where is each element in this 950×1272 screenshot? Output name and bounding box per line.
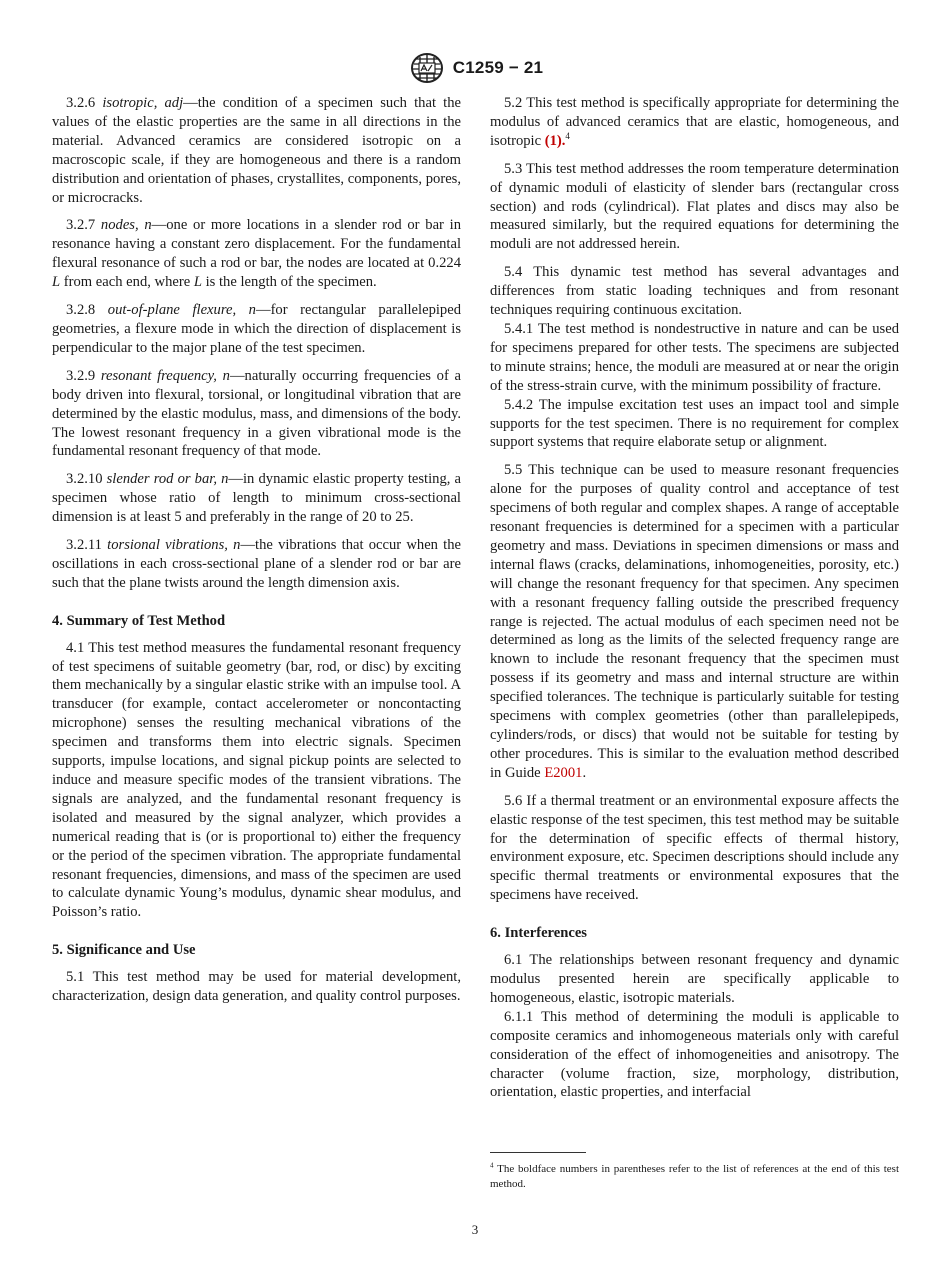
defined-term: nodes, n xyxy=(100,217,152,234)
page-header xyxy=(0,52,950,84)
footnote-marker: 4 xyxy=(565,130,570,141)
section-heading-4: 4. Summary of Test Method xyxy=(52,612,226,629)
paragraph-6-1: 6.1 The relationships between resonant frequency and dynamic modulus presented herein are specifically applicable to homogeneous, elastic, isotropic materials. xyxy=(490,952,899,1006)
paragraph-5-2 xyxy=(490,94,899,151)
paragraph-text: 5.2 This test method is specifically appropriate for determining the modulus of advanced ceramics that are elastic, homogeneous, and isotropic xyxy=(490,95,899,149)
guide-e2001-link[interactable]: E2001 xyxy=(544,764,583,781)
standard-designation: C1259 − 21 xyxy=(452,58,544,77)
footnote-text: The boldface numbers in parentheses refer to the list of references at the end of this test method. xyxy=(490,1163,899,1190)
footnote-divider xyxy=(490,1152,586,1153)
paragraph-5-4-2: 5.4.2 The impulse excitation test uses an impact tool and simple supports for the test specimen. There is no requirement for complex support systems that require elaborate setup or alignment. xyxy=(490,396,899,451)
definition-text: —the vibrations that occur when the oscillations in each cross-sectional plane of a slender rod or bar are such that the plane twists around the length dimension axis. xyxy=(52,537,462,591)
clause-number: 3.2.10 xyxy=(66,471,103,488)
paragraph-text: . xyxy=(582,764,587,781)
paragraph-3-2-6 xyxy=(52,94,461,207)
footnote-number: 4 xyxy=(490,1161,494,1170)
paragraph-5-6: 5.6 If a thermal treatment or an environmental exposure affects the elastic response of the test specimen, this test method may be suitable for the determination of specific effects of thermal history, environment exposure, etc. Specimen descriptions should include any specific thermal treatments or environmental exposures that the specimens have received. xyxy=(490,792,899,904)
left-column xyxy=(52,94,461,1006)
defined-term: resonant frequency, n xyxy=(100,367,230,384)
reference-paren: ( xyxy=(544,132,550,149)
definition-text: —the condition of a specimen such that the values of the elastic properties are the same in all directions in the material. Advanced ceramics are considered isotropic on a macroscopic scale, if they are homogeneous and there is a random distribution and orientation of phases, crystallites, components, pores, or microcracks. xyxy=(52,95,462,206)
reference-paren: ). xyxy=(556,132,566,149)
definition-text: is the length of the specimen. xyxy=(201,274,377,291)
definition-text: —for rectangular parallelepiped geometries, a flexure mode in which the direction of displacement is perpendicular to the major plane of the test specimen. xyxy=(52,302,461,356)
clause-number: 3.2.9 xyxy=(66,367,96,384)
paragraph-5-4: 5.4 This dynamic test method has several advantages and differences from static loading techniques and from resonant techniques requiring continuous excitation. xyxy=(490,264,899,319)
clause-number: 3.2.11 xyxy=(66,537,102,554)
page-number: 3 xyxy=(471,1222,479,1237)
reference-link[interactable]: 1 xyxy=(549,132,557,149)
definition-text: from each end, where xyxy=(60,274,194,291)
section-heading-6: 6. Interferences xyxy=(490,925,587,942)
length-symbol: L xyxy=(52,274,61,291)
astm-logo-icon xyxy=(407,52,447,84)
paragraph-5-3: 5.3 This test method addresses the room temperature determination of dynamic moduli of elasticity of slender bars (rectangular cross section) and rods (cylindrical). Flat plates and discs may also be measured similarly, but the required equations for determining the moduli are not addressed herein. xyxy=(490,160,899,253)
defined-term: torsional vibrations, n xyxy=(107,537,241,554)
definition-text: —naturally occurring frequencies of a body driven into flexural, torsional, or longitudinal vibration that are determined by the elastic modulus, mass, and dimensions of the body. The lowest resonant frequency in a given vibrational mode is the fundamental resonant frequency of that mode. xyxy=(52,367,461,460)
paragraph-5-1: 5.1 This test method may be used for material development, characterization, design data generation, and quality control purposes. xyxy=(52,969,461,1005)
paragraph-text: 5.5 This technique can be used to measure resonant frequencies alone for the purposes of quality control and acceptance of test specimens of both regular and complex shapes. A range of acceptable resonant frequencies is determined for a specimen with a particular geometry and mass. Deviations in specimen dimensions or mass and internal flaws (cracks, delaminations, inhomogeneities, porosity, etc.) will change the resonant frequency for that specimen. Any specimen with a resonant frequency falling outside the prescribed frequency range is rejected. The actual modulus of each specimen need not be determined as long as the limits of the selected frequency range are known to include the resonant frequency that the specimen must possess if its geometry and mass and internal structure are within specified tolerances. The technique is particularly suitable for testing specimens with complex geometries (other than parallelepipeds, cylinders/rods, or discs) that would not be suitable for testing by other procedures. This is similar to the evaluation method described in Guide xyxy=(490,462,899,781)
defined-term: isotropic, adj xyxy=(102,95,184,111)
section-heading-5: 5. Significance and Use xyxy=(52,942,196,959)
paragraph-6-1-1: 6.1.1 This method of determining the moduli is applicable to composite ceramics and inhomogeneous materials only with careful consideration of the effect of inhomogeneities and anisotropy. The character (volume fraction, size, morphology, distribution, orientation, elastic properties, and interfacial xyxy=(490,1008,899,1101)
clause-number: 3.2.7 xyxy=(66,217,96,234)
paragraph-5-4-1: 5.4.1 The test method is nondestructive in nature and can be used for specimens prepared for other tests. The specimens are subjected to minute strains; hence, the moduli are measured at or near the origin of the stress-strain curve, with the minimum possibility of fracture. xyxy=(490,320,899,394)
definition-text: —in dynamic elastic property testing, a specimen whose ratio of length to minimum cross-sectional dimension is at least 5 and preferably in the range of 20 to 25. xyxy=(52,471,461,526)
paragraph-3-2-11 xyxy=(52,536,461,593)
paragraph-3-2-9 xyxy=(52,367,461,462)
right-column xyxy=(490,94,899,1102)
footnote xyxy=(490,1162,899,1192)
paragraph-3-2-8 xyxy=(52,301,461,358)
paragraph-3-2-7 xyxy=(52,216,461,292)
clause-number: 3.2.8 xyxy=(66,302,96,319)
defined-term: out-of-plane flexure, n xyxy=(107,302,256,319)
clause-number: 3.2.6 xyxy=(66,95,96,111)
paragraph-3-2-10 xyxy=(52,470,461,527)
paragraph-5-5 xyxy=(490,461,899,782)
paragraph-4-1: 4.1 This test method measures the fundamental resonant frequency of test specimens of suitable geometry (bar, rod, or disc) by exciting them mechanically by a singular elastic strike with an impulse tool. A transducer (for example, contact accelerometer or noncontacting microphone) senses the resulting mechanical vibrations of the specimen and transforms them into electric signals. Specimen supports, impulse locations, and signal pickup points are selected to induce and measure specific modes of the transient vibrations. The signals are analyzed, and the fundamental resonant frequency is isolated and measured by the signal analyzer, which provides a numerical reading that is (or is proportional to) either the frequency or the period of the specimen vibration. The appropriate fundamental resonant frequencies, dimensions, and mass of the specimen are used to calculate dynamic Young’s modulus, dynamic shear modulus, and Poisson’s ratio. xyxy=(52,639,461,921)
definition-text: —one or more locations in a slender rod or bar in resonance having a constant zero displacement. For the fundamental flexural resonance of such a rod or bar, the nodes are located at 0.224 xyxy=(52,217,461,272)
length-symbol: L xyxy=(193,274,202,291)
defined-term: slender rod or bar, n xyxy=(106,471,229,488)
